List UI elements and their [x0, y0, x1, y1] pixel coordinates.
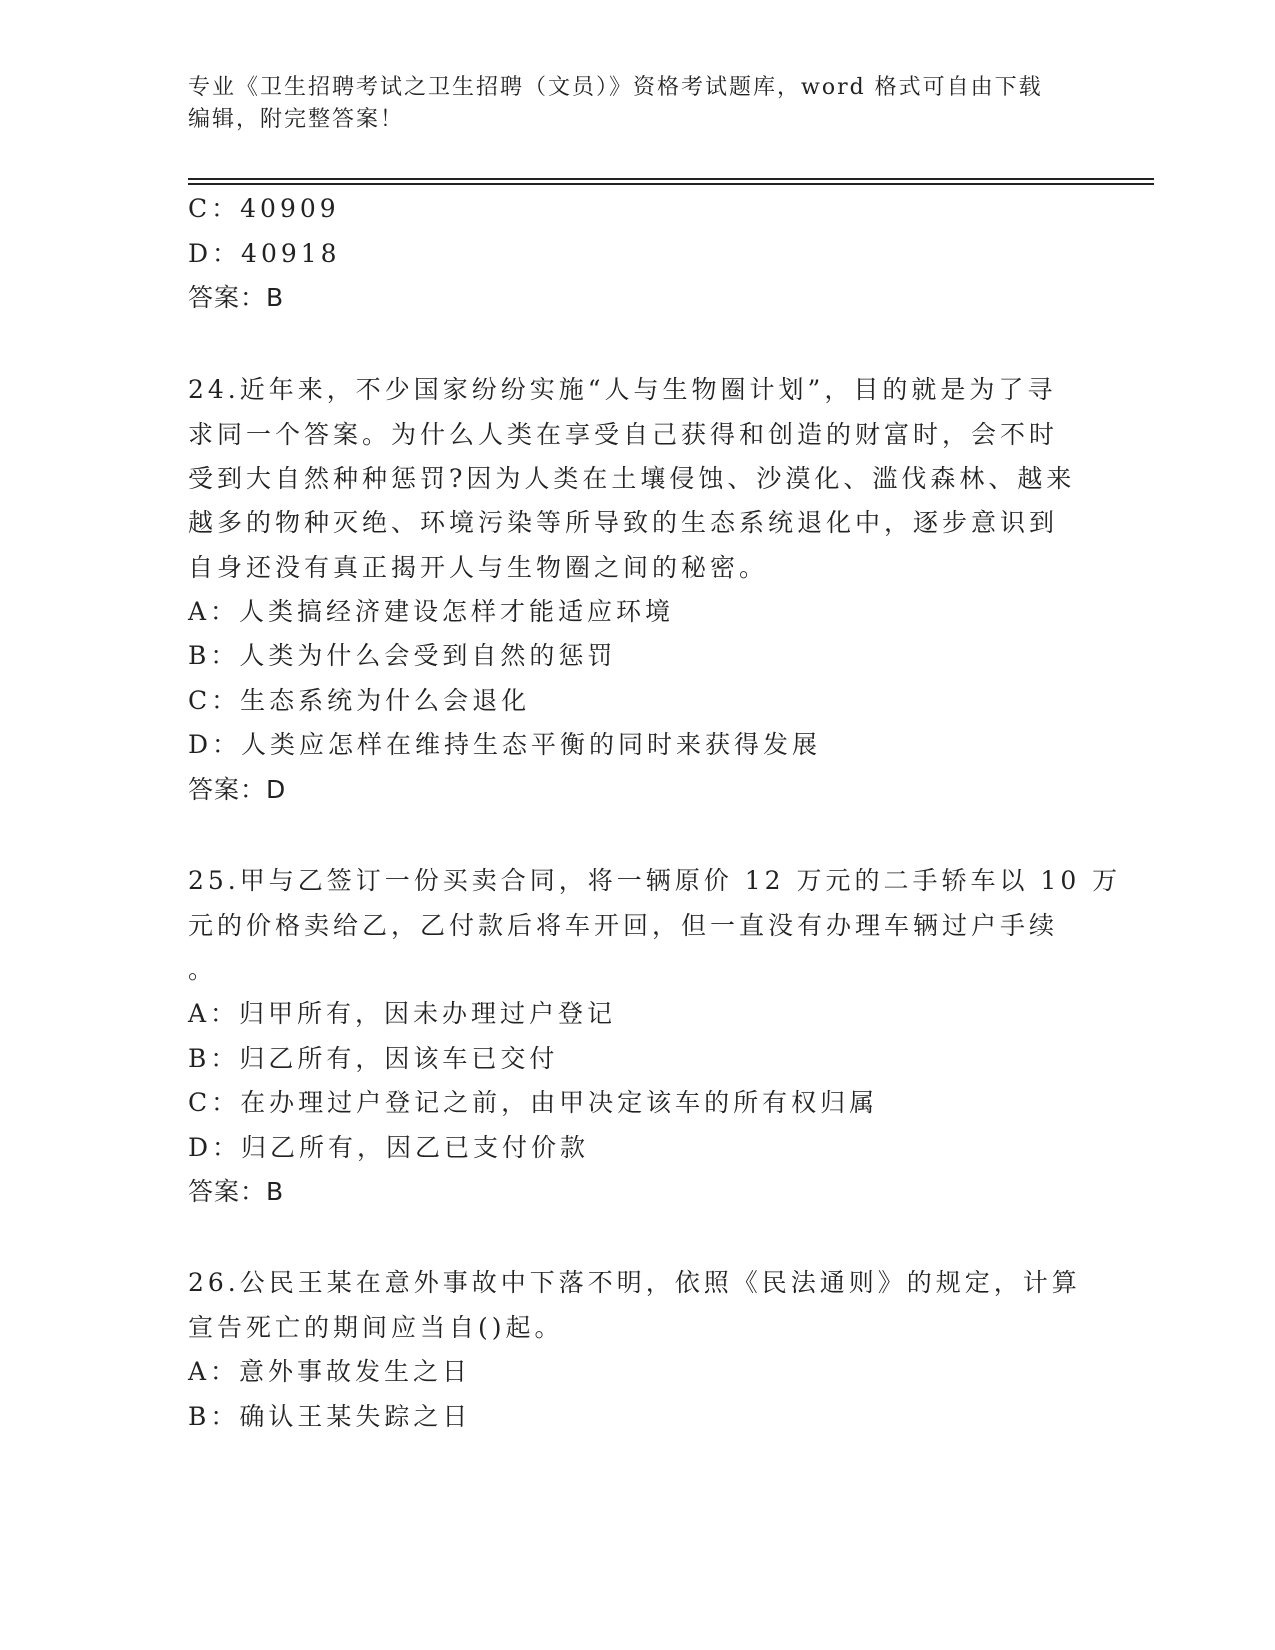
q25-stem-line-1: 25.甲与乙签订一份买卖合同，将一辆原价 12 万元的二手轿车以 10 万: [188, 866, 1122, 895]
q26-stem-line-1: 26.公民王某在意外事故中下落不明，依照《民法通则》的规定，计算: [188, 1268, 1081, 1297]
header-line-1: 专业《卫生招聘考试之卫生招聘（文员）》资格考试题库，word 格式可自由下载: [188, 75, 1043, 100]
header-rule-bottom: [188, 183, 1154, 185]
q24-answer: 答案：D: [188, 775, 287, 804]
q26-stem-line-2: 宣告死亡的期间应当自()起。: [188, 1313, 564, 1342]
q24-stem-line-4: 越多的物种灭绝、环境污染等所导致的生态系统退化中，逐步意识到: [188, 508, 1059, 537]
q25-answer: 答案：B: [188, 1177, 285, 1206]
q25-stem-line-2: 元的价格卖给乙，乙付款后将车开回，但一直没有办理车辆过户手续: [188, 911, 1059, 940]
header-line-2: 编辑，附完整答案！: [188, 107, 405, 132]
q24-stem-line-5: 自身还没有真正揭开人与生物圈之间的秘密。: [188, 553, 769, 582]
q24-option-d: D：人类应怎样在维持生态平衡的同时来获得发展: [188, 730, 822, 759]
q25-option-c: C：在办理过户登记之前，由甲决定该车的所有权归属: [188, 1088, 879, 1117]
q26-option-a: A：意外事故发生之日: [188, 1357, 472, 1386]
q24-stem-line-3: 受到大自然种种惩罚?因为人类在土壤侵蚀、沙漠化、滥伐森林、越来: [188, 464, 1076, 493]
q26-option-b: B：确认王某失踪之日: [188, 1402, 472, 1431]
q24-option-a: A：人类搞经济建设怎样才能适应环境: [188, 597, 675, 626]
q23-option-d: D：40918: [188, 239, 341, 268]
q25-stem-line-3: 。: [188, 955, 218, 984]
q24-option-b: B：人类为什么会受到自然的惩罚: [188, 641, 617, 670]
q24-option-c: C：生态系统为什么会退化: [188, 686, 531, 715]
q25-option-d: D：归乙所有，因乙已支付价款: [188, 1133, 590, 1162]
q24-stem-line-1: 24.近年来，不少国家纷纷实施“人与生物圈计划”，目的就是为了寻: [188, 375, 1057, 404]
header-rule-top: [188, 178, 1154, 180]
q25-option-b: B：归乙所有，因该车已交付: [188, 1044, 559, 1073]
q25-option-a: A：归甲所有，因未办理过户登记: [188, 999, 617, 1028]
q23-option-c: C：40909: [188, 194, 340, 223]
q24-stem-line-2: 求同一个答案。为什么人类在享受自己获得和创造的财富时，会不时: [188, 420, 1059, 449]
q23-answer: 答案：B: [188, 283, 285, 312]
page-header: [188, 72, 1078, 136]
